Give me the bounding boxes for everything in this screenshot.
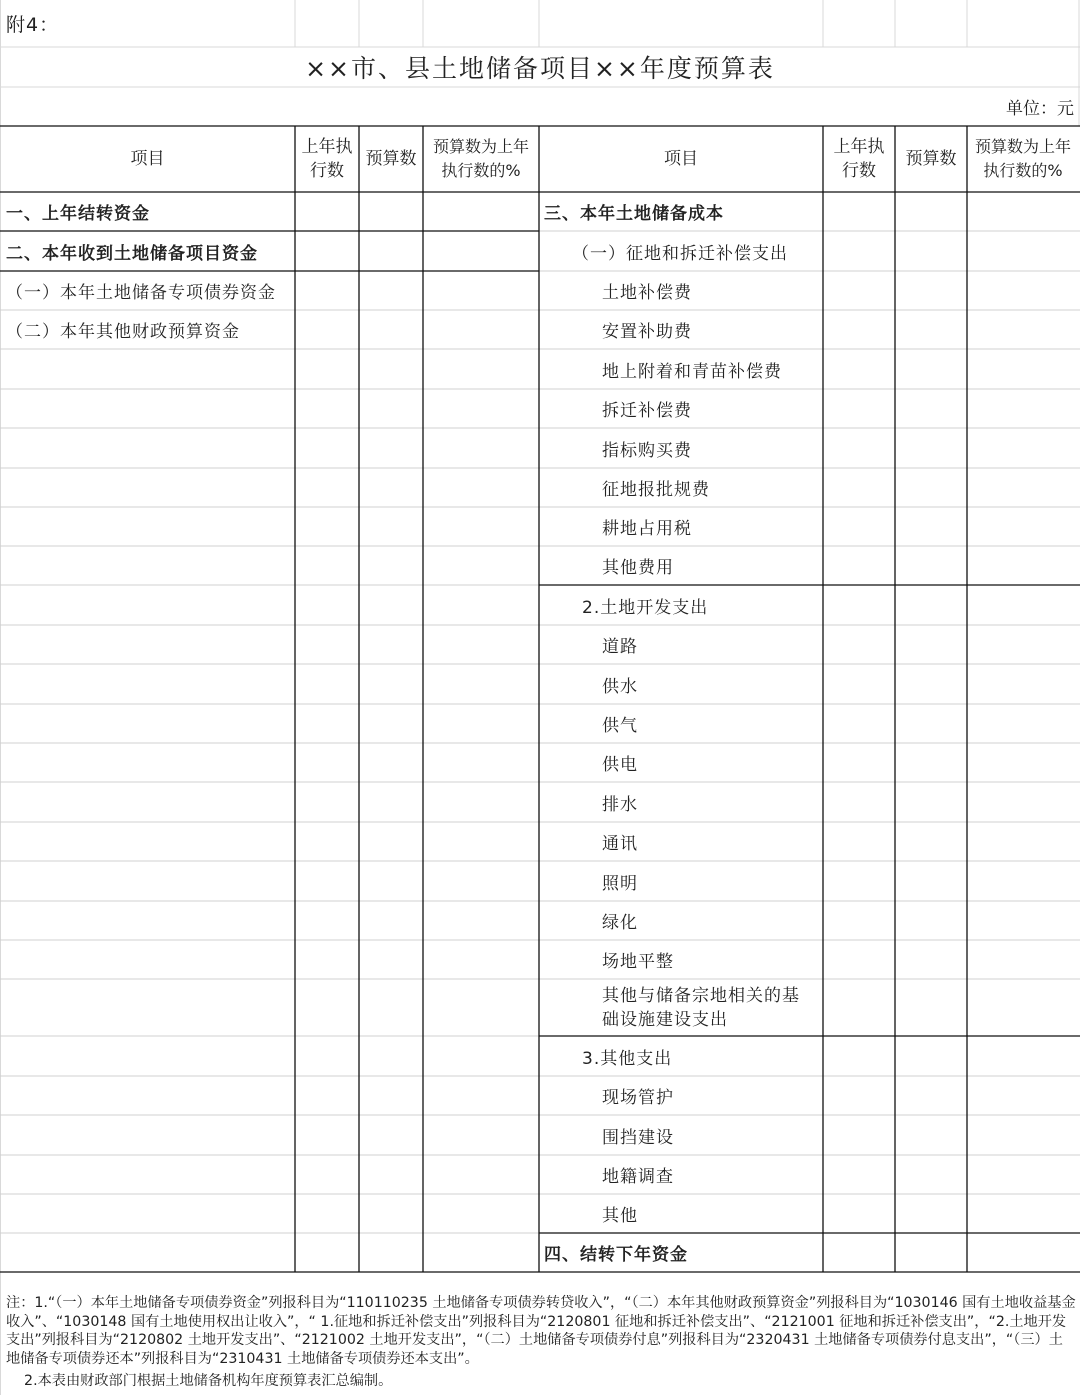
- right-item-land-acquisition: （一）征地和拆迁补偿支出: [572, 243, 788, 264]
- right-item-attachments: 地上附着和青苗补偿费: [602, 361, 782, 382]
- right-item-fencing: 围挡建设: [602, 1127, 674, 1148]
- right-item-drainage: 排水: [602, 794, 638, 815]
- footnotes: [6, 1294, 1076, 1391]
- footnote-1: 注：1.“（一）本年土地储备专项债券资金”列报科目为“110110235 土地储备专项债券转贷收入”，“（二）本年其他财政预算资金”列报科目为“1030146 国有土地收益基金收入”、“1030148 国有土地使用权出让收入”，“ 1.征地和拆迁补偿支出”列报科目为“2120801 征地和拆迁补偿支出”、“2121001 征地和拆迁补偿支出”，“2.土地开发支出”列报科目为“2120802 土地开发支出”、“2121002 土地开发支出”，“（二）土地储备专项债券付息”列报科目为“2320431 土地储备专项债券付息支出”，“（三）土地储备专项债券还本”列报科目为“2310431 土地储备专项债券还本支出”。: [6, 1295, 1076, 1367]
- right-item-land-development: 2.土地开发支出: [582, 597, 709, 618]
- left-item-special-bond: （一）本年土地储备专项债券资金: [6, 283, 276, 303]
- header-last-year-right: [829, 126, 889, 192]
- right-item-quota-purchase: 指标购买费: [602, 440, 692, 461]
- right-item-approval-fees: 征地报批规费: [602, 480, 710, 500]
- left-item-carryover: 一、上年结转资金: [6, 204, 150, 224]
- right-item-other: 其他: [602, 1206, 638, 1226]
- right-item-gas-supply: 供气: [602, 716, 638, 736]
- page-title: ××市、县土地储备项目××年度预算表: [305, 54, 775, 83]
- right-item-cost: 三、本年土地储备成本: [544, 204, 724, 224]
- right-item-other-infrastructure: [602, 979, 817, 1036]
- right-item-farmland-tax: 耕地占用税: [602, 519, 692, 539]
- header-budget-right: 预算数: [905, 149, 957, 169]
- right-item-roads: 道路: [602, 637, 638, 657]
- right-item-greening: 绿化: [602, 913, 638, 933]
- unit-label: 单位：元: [1006, 99, 1074, 119]
- right-item-carry-forward: 四、结转下年资金: [544, 1245, 688, 1265]
- right-item-telecom: 通讯: [602, 834, 638, 854]
- header-last-year-text: 上年执行数: [833, 137, 885, 181]
- right-item-land-compensation: 土地补偿费: [602, 283, 692, 303]
- left-item-received-funds: 二、本年收到土地储备项目资金: [6, 243, 258, 264]
- header-pct-right: [969, 126, 1077, 192]
- header-last-year-left: [298, 126, 356, 192]
- right-item-other-fees: 其他费用: [602, 558, 674, 578]
- footnote-2: 2.本表由财政部门根据土地储备机构年度预算表汇总编制。: [6, 1373, 393, 1389]
- right-item-power-supply: 供电: [602, 755, 638, 775]
- header-pct-left: [426, 126, 536, 192]
- attachment-label: 附4：: [6, 14, 60, 36]
- right-item-resettlement: 安置补助费: [602, 322, 692, 342]
- right-item-site-maintenance: 现场管护: [602, 1088, 674, 1108]
- left-item-other-fiscal: （二）本年其他财政预算资金: [6, 322, 240, 342]
- header-last-year-text: 上年执行数: [301, 137, 353, 181]
- right-item-site-leveling: 场地平整: [602, 952, 674, 972]
- header-item-right: 项目: [664, 149, 698, 169]
- right-item-demolition: 拆迁补偿费: [602, 401, 692, 421]
- header-budget-left: 预算数: [365, 149, 417, 169]
- right-item-lighting: 照明: [602, 873, 638, 894]
- header-pct-text: 预算数为上年执行数的%: [432, 137, 529, 180]
- right-item-cadastral-survey: 地籍调查: [602, 1167, 674, 1187]
- right-item-other-expenses: 3.其他支出: [582, 1048, 673, 1069]
- header-pct-text: 预算数为上年执行数的%: [974, 137, 1071, 180]
- right-item-other-infrastructure-text: 其他与储备宗地相关的基础设施建设支出: [602, 985, 800, 1030]
- right-item-water-supply: 供水: [602, 676, 638, 697]
- header-item-left: 项目: [130, 149, 165, 169]
